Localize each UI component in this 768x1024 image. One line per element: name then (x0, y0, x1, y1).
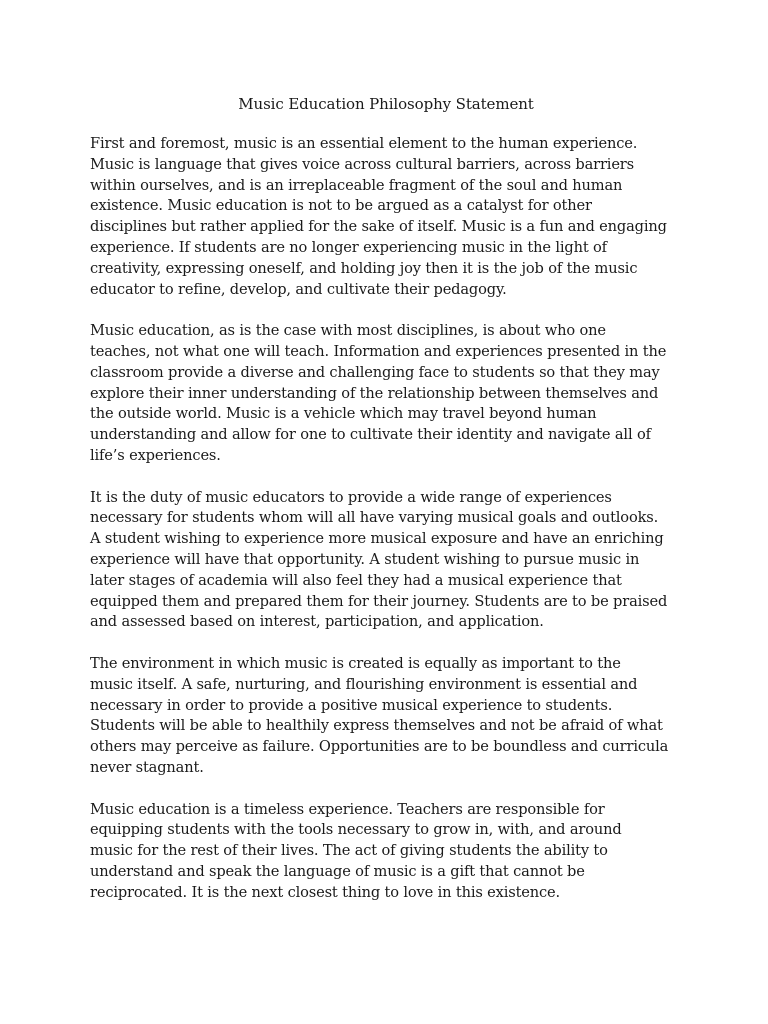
text-line: later stages of academia will also feel they had a musical experience that (90, 571, 622, 589)
text-line: Music is language that gives voice across cultural barriers, across barriers (90, 155, 634, 173)
text-line: disciplines but rather applied for the sake of itself. Music is a fun and engaging (90, 218, 667, 236)
text-line: the outside world. Music is a vehicle which may travel beyond human (90, 405, 597, 423)
text-line: necessary for students whom will all have varying musical goals and outlooks. (90, 509, 659, 527)
text-line: never stagnant. (90, 758, 204, 776)
text-line: understanding and allow for one to cultivate their identity and navigate all of (90, 426, 651, 444)
text-line: understand and speak the language of music is a gift that cannot be (90, 862, 585, 880)
text-line: reciprocated. It is the next closest thing to love in this existence. (90, 883, 561, 901)
text-line: necessary in order to provide a positive musical experience to students. (90, 696, 613, 714)
text-line: life’s experiences. (90, 446, 221, 464)
text-line: Music education, as is the case with most disciplines, is about who one (90, 322, 606, 340)
text-line: It is the duty of music educators to provide a wide range of experiences (90, 488, 612, 506)
text-line: educator to refine, develop, and cultivate their pedagogy. (90, 280, 507, 298)
text-line: teaches, not what one will teach. Information and experiences presented in the (90, 342, 667, 360)
text-line: experience. If students are no longer experiencing music in the light of (90, 238, 607, 256)
text-line: classroom provide a diverse and challenging face to students so that they may (90, 363, 660, 381)
text-line: equipping students with the tools necessary to grow in, with, and around (90, 821, 622, 839)
text-line: The environment in which music is created is equally as important to the (90, 654, 621, 672)
text-line: Students will be able to healthily express themselves and not be afraid of what (90, 717, 663, 735)
text-line: creativity, expressing oneself, and holding joy then it is the job of the music (90, 259, 638, 277)
text-line: music for the rest of their lives. The act of giving students the ability to (90, 842, 608, 860)
document-page (90, 94, 682, 924)
paragraph-3 (90, 488, 682, 634)
text-line: experience will have that opportunity. A student wishing to pursue music in (90, 550, 640, 568)
text-line: equipped them and prepared them for their journey. Students are to be praised (90, 592, 668, 610)
text-line: and assessed based on interest, participation, and application. (90, 613, 544, 631)
text-line: others may perceive as failure. Opportunities are to be boundless and curricula (90, 738, 669, 756)
text-line: music itself. A safe, nurturing, and flourishing environment is essential and (90, 675, 638, 693)
text-line: First and foremost, music is an essential element to the human experience. (90, 135, 638, 152)
text-line: existence. Music education is not to be argued as a catalyst for other (90, 197, 592, 215)
text-line: explore their inner understanding of the relationship between themselves and (90, 384, 659, 402)
paragraph-1 (90, 134, 682, 300)
text-line: A student wishing to experience more musical exposure and have an enriching (90, 530, 664, 548)
text-line: Music education is a timeless experience. Teachers are responsible for (90, 800, 605, 818)
text-line: within ourselves, and is an irreplaceable fragment of the soul and human (90, 176, 623, 194)
paragraph-5 (90, 800, 682, 904)
paragraph-4 (90, 654, 682, 779)
paragraph-2 (90, 321, 682, 467)
document-title: Music Education Philosophy Statement (238, 95, 534, 113)
